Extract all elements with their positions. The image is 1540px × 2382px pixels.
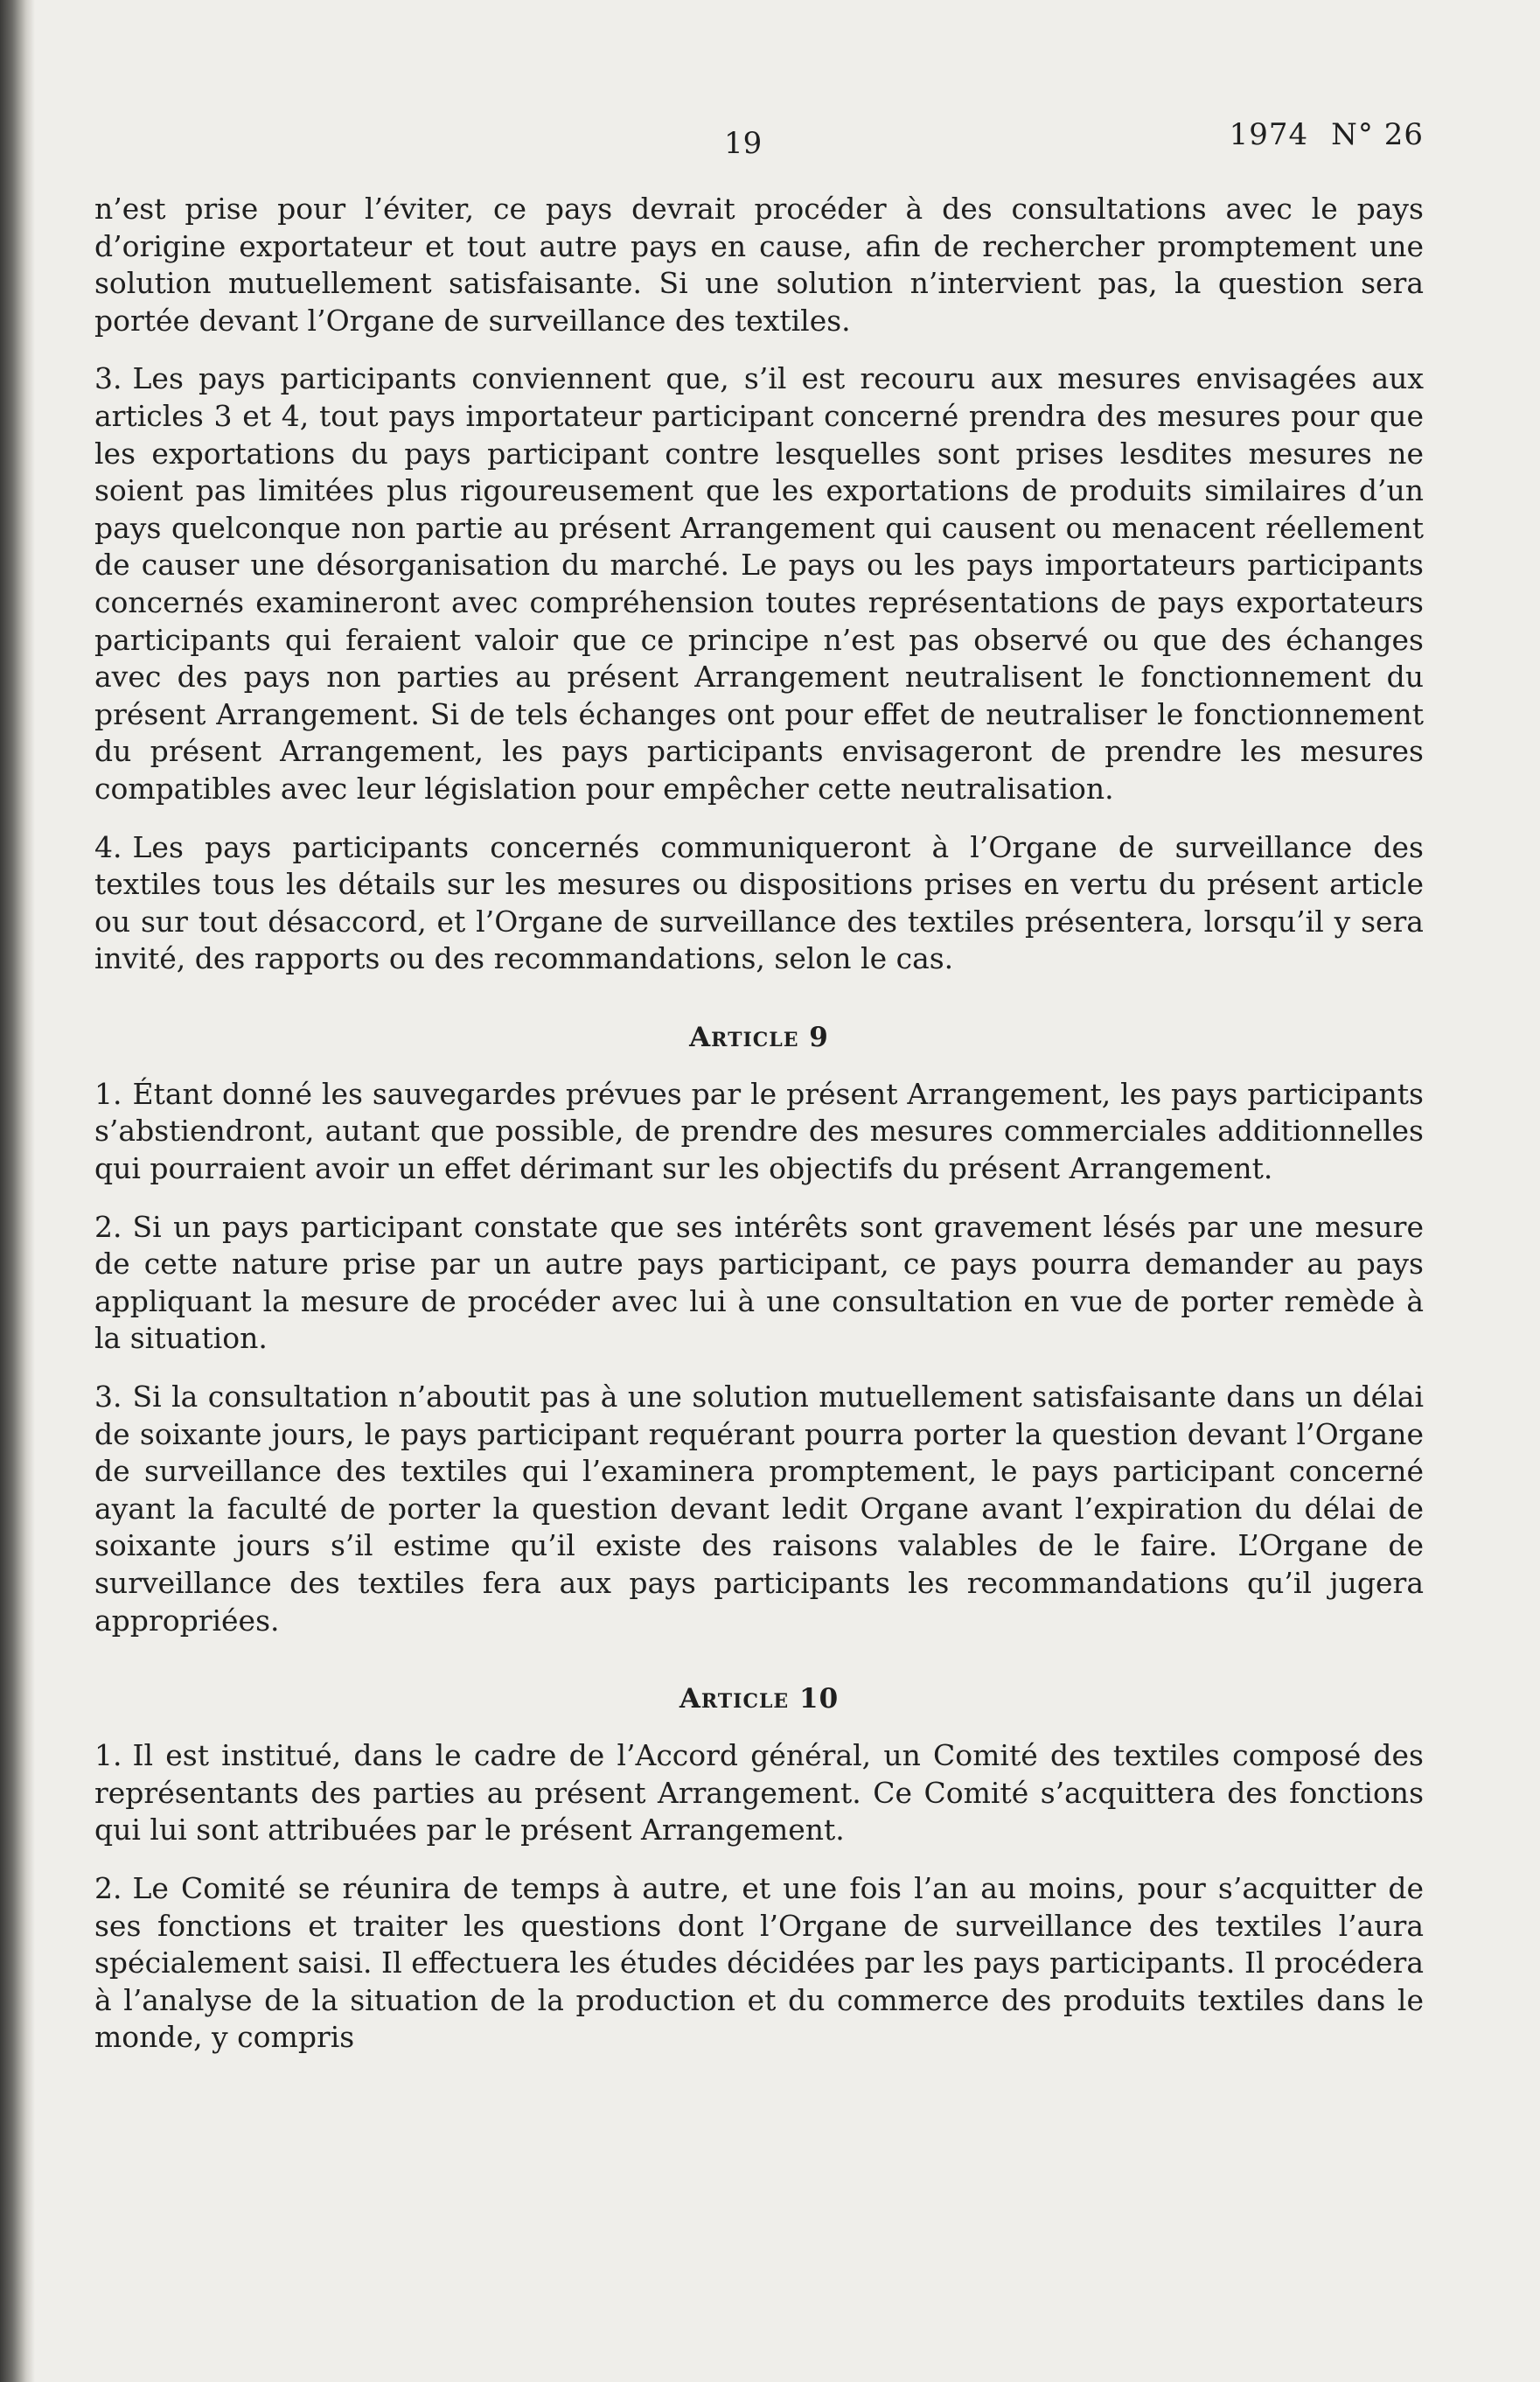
article-10-heading: Article 10 xyxy=(679,1683,840,1715)
paragraph-text: Le Comité se réunira de temps à autre, et une fois l’an au moins, pour s’acquitter de ses fonctions et traiter les questions dont l’Organe de surveillance des textiles l’aura spécialement saisi. Il effectuera les études décidées par les pays participants. Il procédera à l’analyse de la situation de la production et du commerce des produits textiles dans le monde, y compris xyxy=(94,1870,1424,2055)
paragraph-text: Il est institué, dans le cadre de l’Accord général, un Comité des textiles composé des représentants des parties au présent Arrangement. Ce Comité s’acquittera des fonctions qui lui sont attribuées par le présent Arrangement. xyxy=(94,1738,1424,1848)
paragraph-number: 1. xyxy=(94,1076,122,1111)
paragraph-text: Les pays participants conviennent que, s’il est recouru aux mesures envisagées aux articles 3 et 4, tout pays importateur participant concerné prendra des mesures pour que les exportations du pays participant contre lesquelles sont prises lesdites mesures ne soient pas limitées plus rigoureusement que les exportations de produits similaires d’un pays quelconque non partie au présent Arrangement qui causent ou menacent réellement de causer une désorganisation du marché. Le pays ou les pays importateurs participants concernés examineront avec compréhension toutes représentations de pays exportateurs participants qui feraient valoir que ce principe n’est pas observé ou que des échanges avec des pays non parties au présent Arrangement neutralisent le fonctionnement du présent Arrangement. Si de tels échanges ont pour effet de neutraliser le fonctionnement du présent Arrangement, les pays participants envisageront de prendre les mesures compatibles avec leur législation pour empêcher cette neutralisation. xyxy=(94,361,1424,806)
article-10-paragraph-1 xyxy=(94,1737,1424,1849)
continued-paragraph: n’est prise pour l’éviter, ce pays devrait procéder à des consultations avec le pays d’origine exportateur et tout autre pays en cause, afin de rechercher promptement une solution mutuellement satisfaisante. Si une solution n’intervient pas, la question sera portée devant l’Organe de surveillance des textiles. xyxy=(94,192,1424,338)
paragraph-number: 3. xyxy=(94,1380,122,1415)
paragraph-number: 2. xyxy=(94,1870,122,1905)
article-9-paragraph-2 xyxy=(94,1209,1424,1358)
paragraph-number: 1. xyxy=(94,1738,122,1773)
page-number: 19 xyxy=(724,126,763,161)
article-10-paragraph-2 xyxy=(94,1870,1424,2057)
publication-year: 1974 xyxy=(1229,117,1309,152)
article-8-paragraph-3 xyxy=(94,360,1424,807)
paragraph-number: 3. xyxy=(94,361,122,396)
paragraph-text: Étant donné les sauvegardes prévues par le présent Arrangement, les pays participants s’abstiendront, autant que possible, de prendre des mesures commerciales additionnelles qui pourraient avoir un effet dérimant sur les objectifs du présent Arrangement. xyxy=(94,1076,1424,1186)
paragraph-number: 4. xyxy=(94,829,122,864)
page-header xyxy=(94,114,1424,184)
publication-reference xyxy=(1230,117,1424,152)
publication-issue: N° 26 xyxy=(1331,117,1424,152)
paragraph-text: Si un pays participant constate que ses intérêts sont gravement lésés par une mesure de cette nature prise par un autre pays participant, ce pays pourra demander au pays appliquant la mesure de procéder avec lui à une consultation en vue de porter remède à la situation. xyxy=(94,1209,1424,1356)
document-page xyxy=(94,114,1424,2057)
article-9-paragraph-1 xyxy=(94,1076,1424,1188)
article-9-paragraph-3 xyxy=(94,1379,1424,1639)
book-binding-shadow xyxy=(0,0,35,2382)
paragraph-text: Les pays participants concernés communiqueront à l’Organe de surveillance des textiles tous les détails sur les mesures ou dispositions prises en vertu du présent article ou sur tout désaccord, et l’Organe de surveillance des textiles présentera, lorsqu’il y sera invité, des rapports ou des recommandations, selon le cas. xyxy=(94,829,1424,976)
article-9-heading: Article 9 xyxy=(689,1021,829,1053)
paragraph-number: 2. xyxy=(94,1209,122,1244)
paragraph-text: Si la consultation n’aboutit pas à une solution mutuellement satisfaisante dans un délai de soixante jours, le pays participant requérant pourra porter la question devant l’Organe de surveillance des textiles qui l’examinera promptement, le pays participant concerné ayant la faculté de porter la question devant ledit Organe avant l’expiration du délai de soixante jours s’il estime qu’il existe des raisons valables de le faire. L’Organe de surveillance des textiles fera aux pays participants les recommandations qu’il jugera appropriées. xyxy=(94,1380,1424,1638)
article-8-paragraph-4 xyxy=(94,829,1424,978)
